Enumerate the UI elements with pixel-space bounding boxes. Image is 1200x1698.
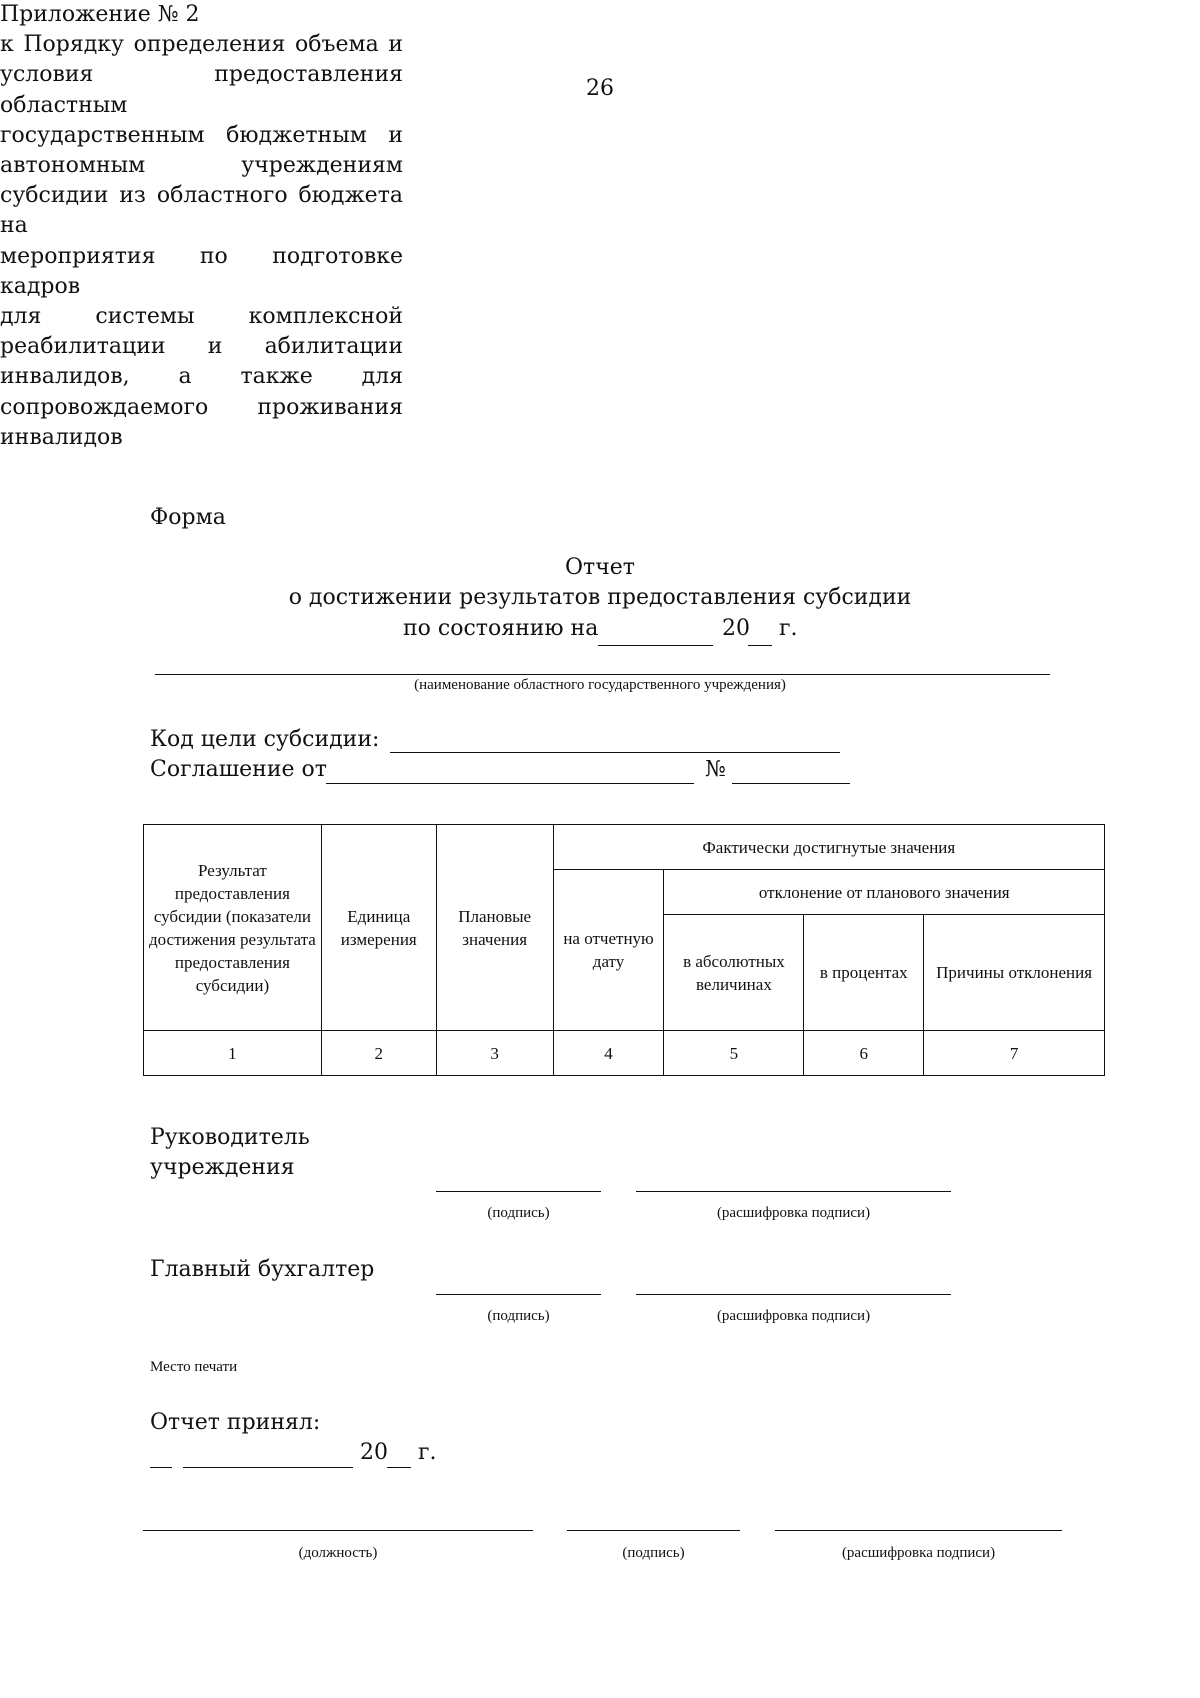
results-table bbox=[143, 824, 1105, 1076]
accountant-decoding-line[interactable] bbox=[636, 1294, 951, 1295]
accepted-month-blank[interactable] bbox=[183, 1467, 353, 1468]
column-number: 2 bbox=[321, 1031, 436, 1076]
institution-caption: (наименование областного государственного учреждения) bbox=[414, 677, 786, 693]
appendix-line: инвалидов bbox=[0, 424, 123, 450]
report-title: Отчет bbox=[565, 555, 635, 580]
accepted-year-prefix: 20 bbox=[360, 1440, 388, 1465]
header-deviation-group: отклонение от планового значения bbox=[664, 870, 1105, 915]
report-year-suffix: г. bbox=[779, 616, 798, 641]
appendix-line: реабилитации и абилитации bbox=[0, 334, 403, 360]
accepted-decoding-line[interactable] bbox=[775, 1530, 1062, 1531]
form-label: Форма bbox=[150, 505, 226, 530]
accountant-signature-line[interactable] bbox=[436, 1294, 601, 1295]
agreement-number-field[interactable] bbox=[732, 783, 850, 784]
accepted-label: Отчет принял: bbox=[150, 1410, 321, 1435]
appendix-block bbox=[0, 0, 403, 453]
goal-code-field[interactable] bbox=[390, 752, 840, 753]
appendix-line: условия предоставления областным bbox=[0, 62, 403, 118]
header-actual-group: Фактически достигнутые значения bbox=[553, 825, 1104, 870]
appendix-line: к Порядку определения объема и bbox=[0, 32, 403, 58]
head-label-line1: Руководитель bbox=[150, 1125, 310, 1150]
accepted-signature-line[interactable] bbox=[567, 1530, 740, 1531]
appendix-line: инвалидов, а также для bbox=[0, 364, 403, 390]
column-number: 6 bbox=[804, 1031, 924, 1076]
header-unit: Единица измерения bbox=[321, 825, 436, 1031]
column-number: 7 bbox=[924, 1031, 1105, 1076]
head-signature-caption: (подпись) bbox=[487, 1205, 550, 1221]
accepted-year-blank[interactable] bbox=[387, 1467, 411, 1468]
agreement-number-label: № bbox=[705, 757, 726, 782]
appendix-title: Приложение № 2 bbox=[0, 2, 200, 27]
accountant-signature-caption: (подпись) bbox=[487, 1308, 550, 1324]
header-percent: в процентах bbox=[804, 915, 924, 1031]
report-year-prefix: 20 bbox=[722, 616, 750, 641]
accepted-position-line[interactable] bbox=[143, 1530, 533, 1531]
report-subtitle: о достижении результатов предоставления субсидии bbox=[288, 585, 912, 610]
appendix-line: мероприятия по подготовке кадров bbox=[0, 243, 403, 299]
column-number: 5 bbox=[664, 1031, 804, 1076]
head-decoding-caption: (расшифровка подписи) bbox=[716, 1205, 871, 1221]
page-number: 26 bbox=[586, 76, 614, 101]
column-number: 1 bbox=[144, 1031, 322, 1076]
header-result: Результат предоставления субсидии (показатели достижения результата предоставления субсидии) bbox=[144, 825, 322, 1031]
accountant-decoding-caption: (расшифровка подписи) bbox=[716, 1308, 871, 1324]
report-date-prefix: по состоянию на bbox=[403, 616, 599, 641]
appendix-line: для системы комплексной bbox=[0, 304, 403, 330]
appendix-line: автономным учреждениям bbox=[0, 153, 403, 179]
accountant-label: Главный бухгалтер bbox=[150, 1257, 375, 1282]
agreement-label: Соглашение от bbox=[150, 757, 327, 782]
report-year-blank[interactable] bbox=[748, 645, 772, 646]
seal-label: Место печати bbox=[150, 1359, 238, 1375]
accepted-signature-caption: (подпись) bbox=[622, 1545, 685, 1561]
header-on-date: на отчетную дату bbox=[553, 870, 664, 1031]
appendix-line: субсидии из областного бюджета на bbox=[0, 183, 403, 239]
accepted-year-suffix: г. bbox=[418, 1440, 437, 1465]
header-reasons: Причины отклонения bbox=[924, 915, 1105, 1031]
appendix-line: государственным бюджетным и bbox=[0, 122, 403, 148]
column-number: 3 bbox=[436, 1031, 553, 1076]
appendix-line: сопровождаемого проживания bbox=[0, 394, 403, 420]
head-decoding-line[interactable] bbox=[636, 1191, 951, 1192]
report-date-blank[interactable] bbox=[598, 645, 713, 646]
accepted-position-caption: (должность) bbox=[298, 1545, 378, 1561]
header-plan: Плановые значения bbox=[436, 825, 553, 1031]
head-signature-line[interactable] bbox=[436, 1191, 601, 1192]
head-label-line2: учреждения bbox=[150, 1155, 295, 1180]
accepted-decoding-caption: (расшифровка подписи) bbox=[841, 1545, 996, 1561]
goal-code-label: Код цели субсидии: bbox=[150, 727, 380, 752]
agreement-date-field[interactable] bbox=[326, 783, 694, 784]
accepted-day-blank[interactable] bbox=[150, 1467, 172, 1468]
header-absolute: в абсолютных величинах bbox=[664, 915, 804, 1031]
institution-name-line[interactable] bbox=[155, 674, 1050, 675]
column-number: 4 bbox=[553, 1031, 664, 1076]
